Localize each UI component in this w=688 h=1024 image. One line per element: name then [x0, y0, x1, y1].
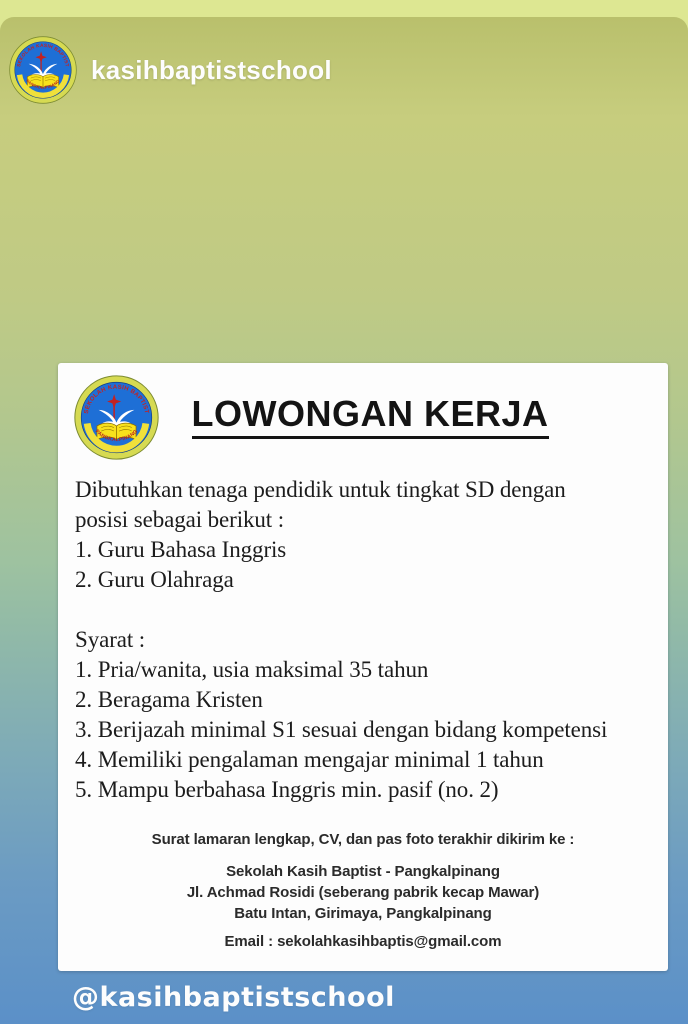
- position-item: 1. Guru Bahasa Inggris: [75, 537, 287, 562]
- address-line: Sekolah Kasih Baptist - Pangkalpinang: [226, 863, 500, 880]
- mention-handle[interactable]: @kasihbaptistschool: [72, 982, 395, 1013]
- poster-body: [75, 475, 662, 805]
- contact-block: [58, 829, 668, 952]
- school-logo-avatar-icon[interactable]: [9, 36, 77, 104]
- requirement-item: 2. Beragama Kristen: [75, 687, 263, 712]
- application-note: Surat lamaran lengkap, CV, dan pas foto terakhir dikirim ke :: [151, 831, 575, 848]
- position-item: 2. Guru Olahraga: [75, 567, 234, 592]
- email-line: Email : sekolahkasihbaptis@gmail.com: [224, 933, 502, 950]
- requirement-item: 3. Berijazah minimal S1 sesuai dengan bidang kompetensi: [75, 717, 608, 742]
- poster-title-wrap: [98, 393, 642, 439]
- address-block: [58, 861, 668, 924]
- story-header: [9, 36, 332, 104]
- requirements-label: Syarat :: [75, 627, 146, 652]
- story-username[interactable]: kasihbaptistschool: [91, 54, 332, 85]
- address-line: Batu Intan, Girimaya, Pangkalpinang: [234, 905, 492, 922]
- address-line: Jl. Achmad Rosidi (seberang pabrik kecap Mawar): [186, 884, 540, 901]
- requirement-item: 1. Pria/wanita, usia maksimal 35 tahun: [75, 657, 429, 682]
- requirement-item: 5. Mampu berbahasa Inggris min. pasif (no. 2): [75, 777, 499, 802]
- intro-line: Dibutuhkan tenaga pendidik untuk tingkat SD dengan: [75, 477, 566, 502]
- intro-line: posisi sebagai berikut :: [75, 507, 285, 532]
- poster-title: LOWONGAN KERJA: [192, 393, 549, 439]
- job-vacancy-poster: [58, 363, 668, 971]
- requirement-item: 4. Memiliki pengalaman mengajar minimal 1 tahun: [75, 747, 544, 772]
- blank-line: [75, 595, 662, 625]
